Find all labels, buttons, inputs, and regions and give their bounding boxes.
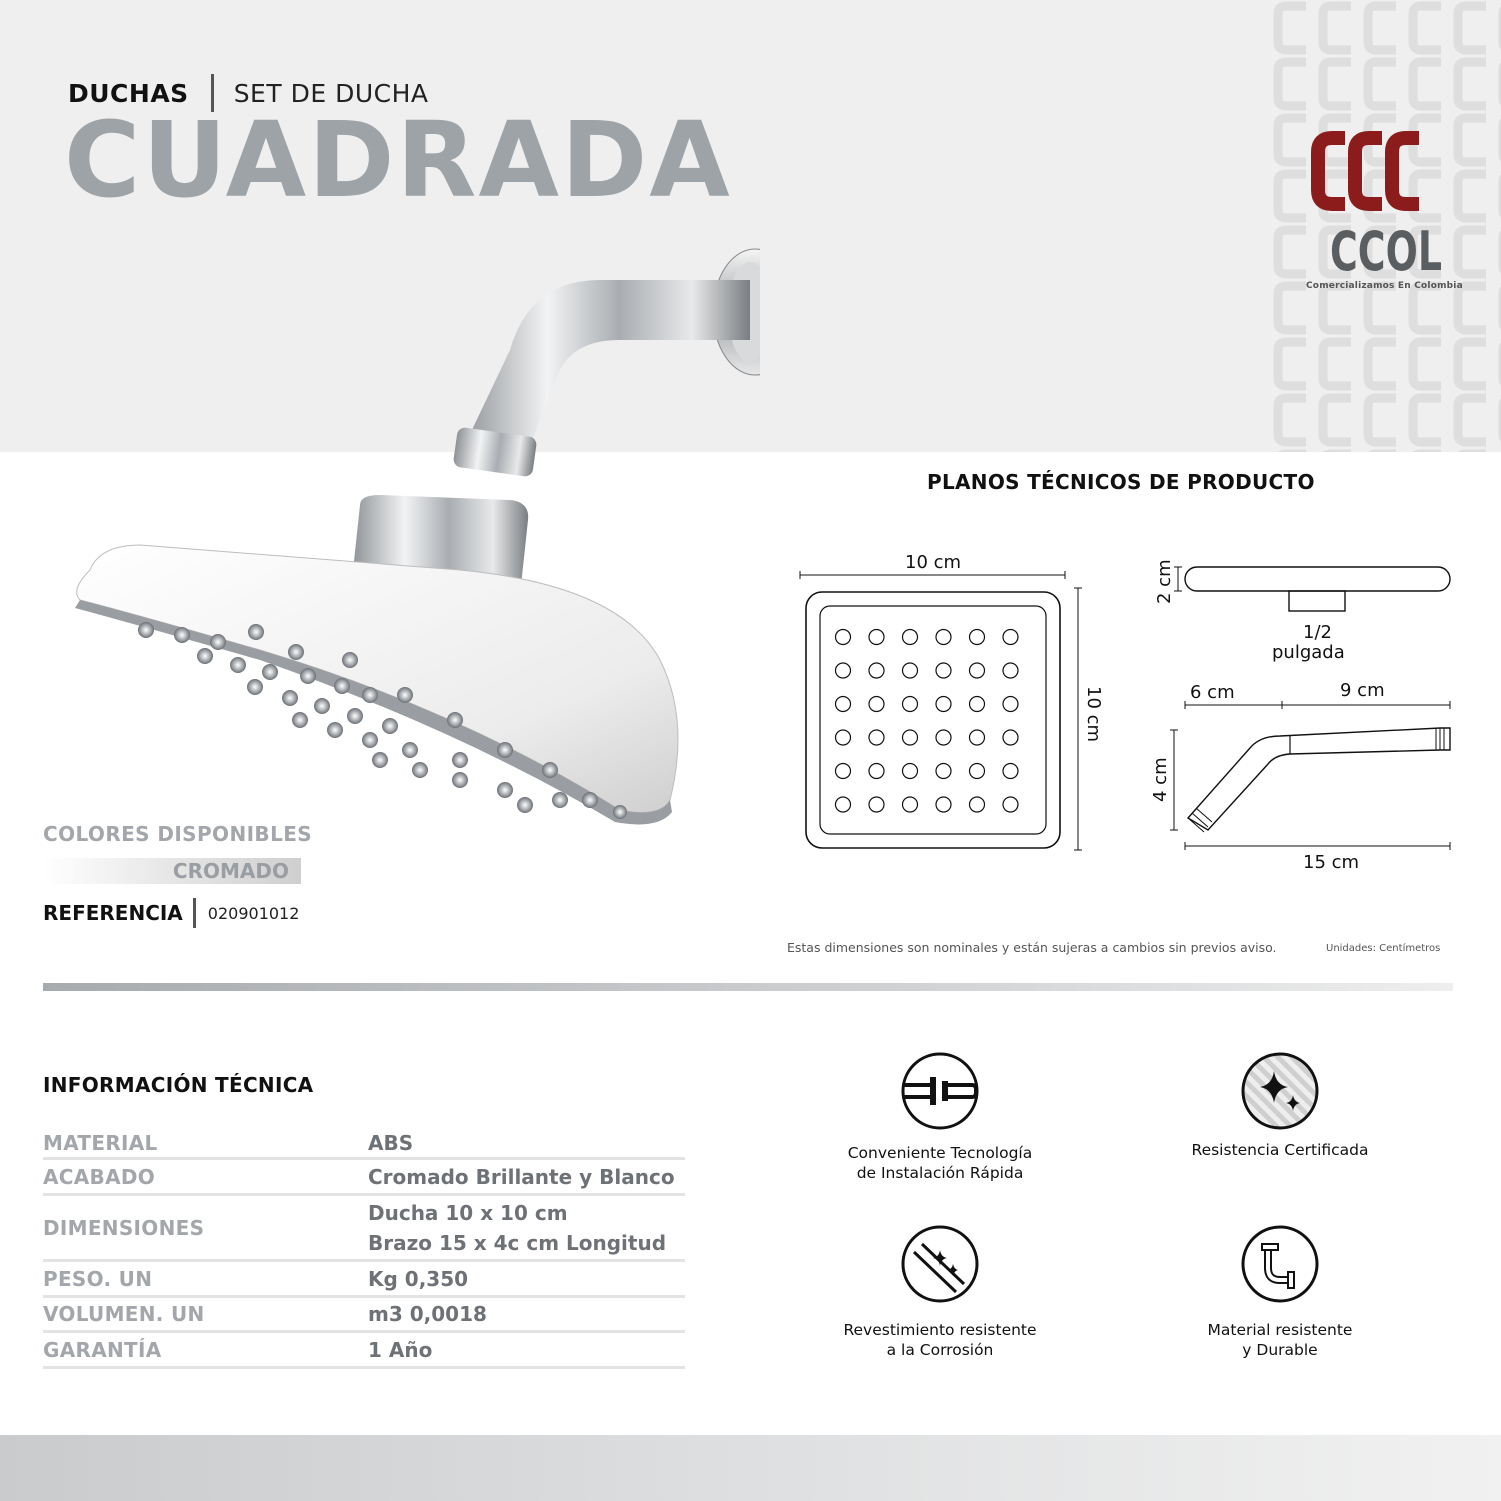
nozzle-hole	[869, 730, 884, 745]
head-width-label: 10 cm	[905, 552, 962, 573]
nozzle-hole	[1003, 663, 1018, 678]
nozzle-hole	[869, 764, 884, 779]
sparkle-icon	[1240, 1051, 1320, 1131]
nozzle-hole	[970, 697, 985, 712]
spec-value: Cromado Brillante y Blanco	[368, 1164, 675, 1189]
color-label: CROMADO	[172, 859, 289, 883]
nozzle-hole	[869, 630, 884, 645]
head-thickness-label: 2 cm	[1154, 559, 1175, 604]
spec-key: GARANTÍA	[43, 1337, 162, 1362]
spec-row-dimensiones	[43, 1196, 685, 1262]
nozzle-hole	[1003, 797, 1018, 812]
shower-product-image	[60, 240, 760, 830]
feature-label-line2: a la Corrosión	[886, 1341, 994, 1359]
spec-row-material	[43, 1128, 685, 1160]
spec-key: DIMENSIONES	[43, 1215, 205, 1240]
reference-label: REFERENCIA	[43, 901, 183, 925]
feature-label-line1: Revestimiento resistente	[843, 1321, 1037, 1339]
nozzle-hole	[903, 764, 918, 779]
feature-label	[1140, 1320, 1420, 1360]
footer-band	[0, 1435, 1501, 1501]
color-swatch-cromado	[43, 858, 301, 884]
nozzle-hole	[869, 697, 884, 712]
nozzle-hole	[1003, 630, 1018, 645]
nozzle-hole	[936, 630, 951, 645]
nozzle-hole	[836, 663, 851, 678]
spec-table	[43, 1128, 685, 1369]
spec-row-peso	[43, 1262, 685, 1298]
reference-value: 020901012	[207, 903, 300, 923]
feature-label	[1140, 1140, 1420, 1160]
arm-segment-b-label: 9 cm	[1340, 680, 1385, 701]
arm-height-label: 4 cm	[1150, 757, 1171, 802]
feature-label-line1: Resistencia Certificada	[1191, 1141, 1369, 1159]
nozzle-hole	[903, 663, 918, 678]
nozzle-hole	[1003, 730, 1018, 745]
colors-title: COLORES DISPONIBLES	[43, 822, 313, 846]
feature-label-line2: de Instalación Rápida	[856, 1164, 1024, 1182]
spec-key: MATERIAL	[43, 1130, 158, 1155]
nozzle-hole	[970, 730, 985, 745]
brand-tagline: Comercializamos En Colombia	[1306, 281, 1463, 291]
connection-unit-label: pulgada	[1272, 642, 1345, 663]
subcategory-label: SET DE DUCHA	[233, 78, 429, 108]
nozzle-hole	[936, 663, 951, 678]
plans-title: PLANOS TÉCNICOS DE PRODUCTO	[927, 470, 1315, 494]
nozzle-hole	[836, 697, 851, 712]
feature-label-line1: Material resistente	[1207, 1321, 1353, 1339]
dimensions-note: Estas dimensiones son nominales y están sujeras a cambios sin previos aviso.	[787, 940, 1277, 955]
spec-value: Ducha 10 x 10 cm	[368, 1200, 568, 1225]
feature-label-line1: Conveniente Tecnología	[847, 1144, 1033, 1162]
feature-anti-corrosion	[800, 1224, 1080, 1360]
feature-label-line2: y Durable	[1242, 1341, 1318, 1359]
nozzle-grid	[836, 630, 1019, 813]
spec-row-garantia	[43, 1333, 685, 1369]
head-height-label: 10 cm	[1083, 686, 1104, 743]
reference-divider	[193, 898, 196, 928]
nozzle-hole	[970, 630, 985, 645]
feature-quick-install	[800, 1051, 1080, 1183]
feature-durable	[1140, 1224, 1420, 1360]
spec-value: m3 0,0018	[368, 1302, 487, 1326]
connection-value-label: 1/2	[1303, 622, 1332, 643]
spec-value-2: Brazo 15 x 4c cm Longitud	[368, 1230, 667, 1255]
info-title: INFORMACIÓN TÉCNICA	[43, 1073, 314, 1097]
spec-value: ABS	[368, 1130, 414, 1155]
reference-row	[43, 898, 299, 928]
nozzle-hole	[903, 630, 918, 645]
nozzle-hole	[936, 797, 951, 812]
anti-corrosion-icon	[900, 1224, 980, 1304]
feature-label	[800, 1320, 1080, 1360]
nozzle-hole	[903, 797, 918, 812]
arm-segment-a-label: 6 cm	[1190, 682, 1235, 703]
section-divider	[43, 983, 1453, 991]
spec-row-volumen	[43, 1298, 685, 1333]
nozzle-hole	[936, 764, 951, 779]
units-note: Unidades: Centímetros	[1326, 943, 1441, 954]
spec-key: ACABADO	[43, 1164, 156, 1189]
nozzle-hole	[836, 764, 851, 779]
nozzle-hole	[836, 730, 851, 745]
spec-key: PESO. UN	[43, 1266, 153, 1291]
nozzle-hole	[1003, 697, 1018, 712]
nozzle-hole	[970, 764, 985, 779]
product-title: CUADRADA	[64, 99, 732, 221]
nozzle-hole	[869, 663, 884, 678]
spec-value: Kg 0,350	[368, 1266, 469, 1291]
nozzle-hole	[970, 797, 985, 812]
nozzle-hole	[936, 730, 951, 745]
nozzle-hole	[903, 697, 918, 712]
nozzle-hole	[869, 797, 884, 812]
technical-drawing	[780, 540, 1480, 870]
spec-row-acabado	[43, 1160, 685, 1196]
nozzle-hole	[836, 630, 851, 645]
quick-install-icon	[900, 1051, 980, 1131]
nozzle-hole	[1003, 764, 1018, 779]
arm-length-label: 15 cm	[1303, 852, 1360, 870]
category-label: DUCHAS	[68, 78, 189, 108]
feature-certified	[1140, 1051, 1420, 1160]
nozzle-hole	[836, 797, 851, 812]
nozzle-hole	[903, 730, 918, 745]
brand-name: CCOL	[1330, 220, 1442, 283]
spec-value: 1 Año	[368, 1337, 433, 1362]
nozzle-hole	[936, 697, 951, 712]
spec-value-group	[368, 1198, 666, 1258]
nozzle-hole	[970, 663, 985, 678]
spec-key: VOLUMEN. UN	[43, 1302, 205, 1326]
feature-label	[800, 1143, 1080, 1183]
pipe-icon	[1240, 1224, 1320, 1304]
